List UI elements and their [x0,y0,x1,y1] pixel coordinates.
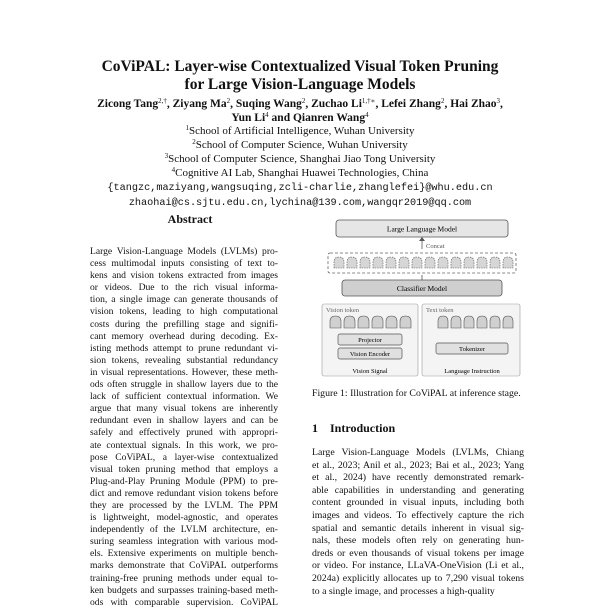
author-name: Zuchao Li [311,98,362,110]
vision-encoder-label: Vision Encoder [349,351,391,358]
text-line: els. Extensive experiments on multiple bench- [90,548,278,560]
text-line: cess multimodal inputs consisting of text to- [90,258,278,270]
vision-signal-label: Vision Signal [352,368,388,375]
token-icon [372,316,383,328]
token-icon [438,316,448,328]
text-line: images and videos. To effectively capture the rich [312,509,524,521]
text-line: marks demonstrate that CoViPAL outperforms [90,560,278,572]
abstract-heading: Abstract [167,212,213,226]
author-sup: 1,†∗ [361,97,376,105]
text-line: redundant even in shallow layers and can be [90,415,278,427]
concat-label: Concat [426,243,445,250]
token-icon [347,257,357,268]
token-icon [464,316,474,328]
text-line: Large Vision-Language Models (LVLMs) pro- [90,246,278,257]
text-line: vision tokens, leading to high computational [90,306,278,318]
affiliation-sup: 1 [185,124,190,132]
projector-label: Projector [358,337,382,344]
text-line: training-free pruning methods under equal to- [90,572,278,584]
token-icon [451,257,461,268]
text-line: ken budgets and surpasses training-based meth- [90,584,278,596]
text-line: cant memory overhead during decoding. Ex- [90,330,278,342]
email-line-2[interactable]: zhaohai@cs.sjtu.edu.cn,lychina@139.com,wangqr2019@qq.com [128,198,472,209]
token-icon [386,316,397,328]
llm-label: Large Language Model [386,224,458,234]
text-line: et al., 2024) have recently demonstrated remark- [312,472,524,484]
text-line: in visual representations. However, these meth- [90,366,278,378]
text-token-label: Text token [426,307,454,314]
text-line: et al., 2023; Anil et al., 2023; Bai et al., 2023; Yang [312,459,524,471]
text-line: visual token pruning method that employs a [90,463,278,475]
tokenizer-label: Tokenizer [459,346,485,353]
introduction-body [312,447,524,598]
text-panel [422,304,520,376]
section-title: Introduction [330,421,396,435]
text-line: 2024a) explicitly allocates up to 7,290 visual tokens [312,572,524,584]
text-line: ods with comparable supervision. CoViPAL [90,596,278,608]
author-name: Yun Li [231,112,266,124]
text-line: suring seamless integration with various mod- [90,536,278,548]
paper-title-line-2: for Large Vision-Language Models [184,76,416,93]
token-icon [464,257,474,268]
token-icon [360,257,370,268]
affiliation-sup: 3 [164,152,169,160]
concat-token-group [334,257,513,268]
text-line: pose CoViPAL, a layer-wise contextualized [90,451,278,463]
token-icon [477,257,487,268]
affiliation-text: School of Artificial Intelligence, Wuhan University [189,125,415,137]
text-line: dict and remove redundant vision tokens before [90,487,278,499]
author-name: Hai Zhao [450,98,497,110]
author-list-line-2 [30,111,570,126]
token-icon [344,316,355,328]
text-line: argue that many visual tokens are inherently [90,403,278,415]
token-icon [490,257,500,268]
text-line: tion, a single image can generate thousands of [90,294,278,306]
text-line: sion tokens, revealing substantial redundancy [90,354,278,366]
text-line: or videos. Due to the rich visual informa- [90,282,278,294]
section-heading [312,421,395,436]
vision-token-label: Vision token [326,307,360,314]
token-icon [399,257,409,268]
token-icon [386,257,396,268]
affiliation-text: Cognitive AI Lab, Shanghai Huawei Technologies, China [175,167,429,179]
text-line: costs during the prefilling stage and signifi- [90,318,278,330]
token-icon [334,257,344,268]
token-icon [503,257,513,268]
arrow-head-icon [419,237,425,241]
affiliation-sup: 4 [171,166,176,174]
text-line: kens and vision tokens extracted from images [90,270,278,282]
author-and: and [271,112,291,124]
token-icon [358,316,369,328]
token-icon [373,257,383,268]
author-sup: 2 [440,97,445,105]
text-line: dreds or even thousands of visual tokens per image [312,547,524,559]
text-line: to a single image, and processes a high-quality [312,585,495,597]
token-icon [330,316,341,328]
affiliation-2 [30,139,570,152]
affiliation-sup: 2 [192,138,196,146]
text-line: or video. For instance, LLaVA-OneVision (Li et al., [312,560,524,572]
author-sup: 4 [365,111,369,119]
author-name: Zicong Tang [97,98,159,110]
token-icon [451,316,461,328]
text-line: nals, these models often rely on generating hun- [312,535,524,547]
affiliation-text: School of Computer Science, Shanghai Jiao Tong University [168,153,436,165]
paper-title-line-1: CoViPAL: Layer-wise Contextualized Visual Token Pruning [101,58,499,75]
text-line: independently of the LVLM architecture, en- [90,524,278,536]
token-icon [400,316,411,328]
figure-1-diagram [318,216,524,378]
figure-caption: Figure 1: Illustration for CoViPAL at inference stage. [312,388,521,399]
author-list-line-1: Zicong Tang$^{2,\dagger}$, Ziyang Ma$^2$, Suqing Wang$^2$, Zuchao $Li^{1,\dagger∗}$, Lefei Zhang$^2$, Hai Zhao$^3$, [97,97,503,110]
token-icon [412,257,422,268]
author-sup: 2 [301,97,306,105]
text-line: safely and effectively pruned with appropri- [90,427,278,439]
text-line: is lightweight, model-agnostic, and operates [90,512,278,524]
email-line-1[interactable]: {tangzc,maziyang,wangsuqing,zcli-charlie,zhanglefei}@whu.edu.cn [107,183,493,194]
token-icon [490,316,500,328]
affiliation-text: School of Computer Science, Wuhan University [195,139,408,151]
text-line: able capabilities in understanding and generating [312,484,524,496]
text-line: Plug-and-Play Pruning Module (PPM) to pre- [90,475,278,487]
affiliation-3 [30,153,570,166]
section-number: 1 [312,421,318,435]
author-name: Qianren Wang [292,112,366,124]
text-line: lack of sufficient contextual information. We [90,391,278,403]
text-line: spatial and semantic details inherent in visual sig- [312,522,524,534]
text-line: isting methods attempt to prune redundant vi- [90,342,278,354]
author-sup: 2 [226,97,231,105]
author-sup: 2,† [158,97,167,105]
abstract-body [90,246,278,609]
token-icon [438,257,448,268]
language-instruction-label: Language Instruction [444,368,500,375]
author-name: Lefei Zhang [381,98,441,110]
token-icon [503,316,513,328]
author-name: Suqing Wang [235,98,302,110]
author-sup: 3 [496,97,501,105]
text-line: ods often struggle in shallow layers due to the [90,379,278,391]
classifier-label: Classifier Model [396,284,448,293]
text-line: content grounded in visual inputs, including both [312,497,524,509]
text-line: ate contextual signals. In this work, we pro- [90,439,278,451]
affiliation-4 [30,167,570,180]
affiliation-1 [30,125,570,138]
text-line: they are processed by the LVLM. The PPM [90,499,278,511]
token-icon [477,316,487,328]
author-name: Ziyang Ma [172,98,227,110]
token-icon [425,257,435,268]
text-line: Large Vision-Language Models (LVLMs, Chiang [312,447,524,458]
author-sup: 4 [265,111,269,119]
